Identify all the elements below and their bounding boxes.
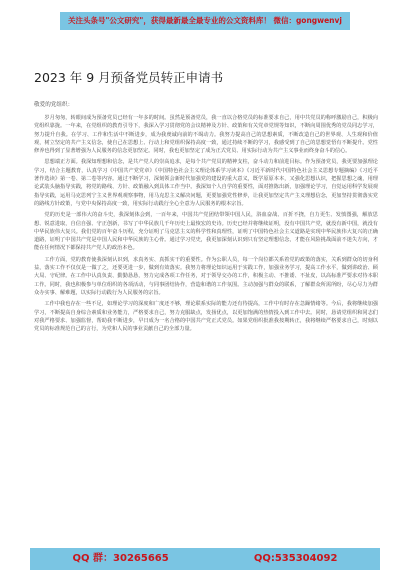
document-body xyxy=(34,114,378,336)
qq-group-number: QQ 群：30265665 xyxy=(72,553,169,564)
body-paragraph: 岁月匆匆，转眼间成为预备党员已经有一年多的时间。虽然是预备党员，我一直以合格党员的标准要求自己，用中共党员的称呼激励自己，积极向党组织靠拢。一年来，在党组织的教育引导下，我深入学习贯彻党的会议精神及方针、政策和有关党章党规等知识，不断向周围优秀的党员同志学习，努力提升自我。在学习、工作和生活中不断进步，成为我虔诚向前的不竭动力。我努力提高自己的思想素质，不断改造自己的世界观、人生观和价值观，树立坚定的共产主义信念，使自己在思想上、行动上和党组织保持高度一致，通过持续不断的学习，我感受到了自己的思想觉悟有不断提升。党性修养也得到了显著增强为人民服务的信念更加坚定。同时，我也更加坚定了成为正式党员、用实际行动为共产主义事业而终身奋斗的信心。 xyxy=(34,115,378,155)
body-paragraph: 工作方面，党的教育使我深刻认识到，求真务实、真抓实干的重要性。作为公职人员，每一个岗位都关系着党的政策的落实，关系到群众的切身利益，落实工作不仅仅是一做了之，还要更进一步，做到有效落实。我努力将理论知识运用于实践工作，加强业务学习，提高工作水平，做到讲政治、顾大局、守纪律。在工作中认真负责、勤勤恳恳，努力完成各项工作任务，对于领导交办的工作，积极主动、不推诿、不扯皮，以高标准严要求对待本职工作。同时，我也积极参与单位组织的各项活动，与同事团结协作，营造和谐的工作氛围。主动加强与群众的联系，了解群众所需所盼，尽心尽力为群众办实事、解难题，以实际行动践行为人民服务的宗旨。 xyxy=(34,256,378,296)
qq-number: QQ:535304092 xyxy=(253,553,338,564)
promo-banner-bottom xyxy=(30,548,380,570)
document-title: 2023 年 9 月预备党员转正申请书 xyxy=(34,70,224,85)
promo-banner-top: 关注头条号"公文研究"，获得最新最全最专业的公文资料库！ 微信：gongwenvj xyxy=(60,12,350,30)
document-greeting: 敬爱的党组织： xyxy=(34,102,74,108)
body-paragraph: 党的历史是一部伟大的奋斗史，我深刻体会到，一百年来，中国共产党团结带领中国人民，浴血奋战、百折不挠，自力更生、发愤图强，解放思想、锐意进取，自信自强、守正创新，书写了中华民族几千年历史上最恢宏的史诗。历史已经并将继续证明，没有中国共产党，就没有新中国，就没有中华民族伟大复兴。我们党的百年奋斗历程，充分证明了马克思主义的科学性和真理性，证明了中国特色社会主义道路是实现中华民族伟大复兴的正确道路，证明了中国共产党是中国人民和中华民族的主心骨。通过学习党史，我更加深刻认识到只有坚定理想信念，才能在风险挑战面前不迷失方向，才能在任何情况下都保持共产党人的政治本色。 xyxy=(34,212,378,252)
body-paragraph: 思想端正方面。我深知理想和信念，是共产党人的崇高追求，是每个共产党员的精神支柱，奋斗动力和前进目标。作为预备党员，我更要加强理论学习，结合主题教育，认真学习《中国共产党党章》《中国特色社会主义理论体系学习读本》《习近平新时代中国特色社会主义思想专题摘编》《习近平著作选读》第一卷、第二卷等内容。通过不断学习，深刻领会新时代加强党的建设的重大意义，既学原原本本，又强化思想认识，把握思想之魂，用理论武装头脑指导实践，将党的路线、方针、政策融入到具体工作当中。我深知个人自学的重要性，面对推陈出新，加强理论学习，自觉运用科学发展观指导实践，运用马克思列宁主义世界观观察事物，用马克思主义解决问题，更要加强党性修养，让我更加坚定共产主义理想信念，更加坚持贯彻落实党的路线方针政策，与党中央保持高度一致，用实际行动践行全心全意为人民服务的根本宗旨。 xyxy=(34,159,378,207)
body-paragraph: 工作中我也存在一些不足，如理论学习的深度和广度还不够，理论联系实际的能力还有待提高，工作中有时存在急躁情绪等。今后，我将继续加强学习，不断提高自身综合素质和业务能力，严格要求自己，努力克服缺点，发扬优点，以更加饱满的热情投入到工作中去。同时，恳请党组织和同志们对我严格要求、加强监督，帮助我不断进步，早日成为一名合格的中国共产党正式党员。如果党组织批准我按期转正，我将继续严格要求自己，时刻以党员的标准规范自己的言行，为党和人民的事业贡献自己的全部力量。 xyxy=(34,301,378,333)
